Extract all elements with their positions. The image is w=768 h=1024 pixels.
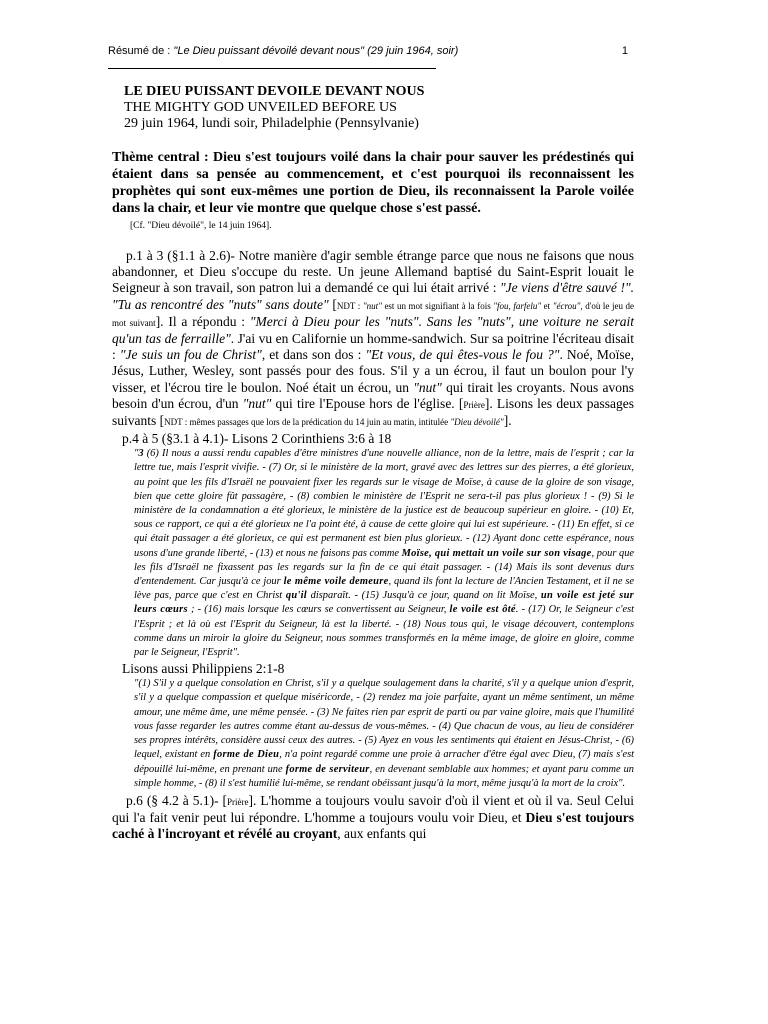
philippiens-heading: Lisons aussi Philippiens 2:1-8 [122, 661, 285, 677]
running-header [108, 45, 628, 57]
sermon-title: LE DIEU PUISSANT DEVOILE DEVANT NOUS [124, 84, 425, 99]
central-theme: Thème central : Dieu s'est toujours voilé dans la chair pour sauver les prédestinés qui étaient dans sa pensée au commencement, et c'est pourquoi ils reconnaissent les prophètes qui sont eux-mêmes une portion de Dieu, ils reconnaissent la Parole voilée dans la chair, et leur vie montre que quelque chose s'est passé. [112, 150, 634, 216]
scripture-quote-2-corinthians: "3 (6) Il nous a aussi rendu capables d'être ministres d'une nouvelle alliance, non de la lettre, mais de l'esprit ; car la lettre tue, mais l'esprit vivifie. - (7) Or, si le ministère de la mort, gravé avec des lettres sur des pierres, a été glorieux, au point que les fils d'Israël ne pouvaient fixer les regards sur le visage de Moïse, à cause de la gloire de son visage, bien que cette gloire fût passagère, - (8) combien le ministère de l'Esprit ne sera-t-il pas plus glorieux ! - (9) Si le ministère de la condamnation a été glorieux, le ministère de la justice est de beaucoup supérieur en gloire. - (10) Et, sous ce rapport, ce qui a été glorieux ne l'a point été, à cause de cette gloire qui lui est supérieure. - (11) En effet, si ce qui était passager a été glorieux, ce qui est permanent est bien plus glorieux. - (12) Ayant donc cette espérance, nous usons d'une grande liberté, - (13) et nous ne faisons pas comme Moïse, qui mettait un voile sur son visage, pour que les fils d'Israël ne fixassent pas les regards sur la fin de ce qui était passager. - (14) Mais ils sont devenus durs d'entendement. Car jusqu'à ce jour le même voile demeure, quand ils font la lecture de l'Ancien Testament, et il ne se lève pas, parce que c'est en Christ qu'il disparaît. - (15) Jusqu'à ce jour, quand on lit Moïse, un voile est jeté sur leurs cœurs ; - (16) mais lorsque les cœurs se convertissent au Seigneur, le voile est ôté. - (17) Or, le Seigneur c'est l'Esprit ; et là où est l'Esprit du Seigneur, là est la liberté. - (18) Nous tous qui, le visage découvert, contemplons comme dans un miroir la gloire du Seigneur, nous sommes transformés en la même image, de gloire en gloire, comme par le Seigneur, l'Esprit". [134, 448, 634, 659]
header-title: "Le Dieu puissant dévoilé devant nous" (29 juin 1964, soir) [173, 45, 459, 57]
page-number: 1 [621, 45, 628, 57]
header-rule [108, 68, 436, 69]
sermon-title-english: THE MIGHTY GOD UNVEILED BEFORE US [124, 100, 397, 115]
cross-reference: [Cf. "Dieu dévoilé", le 14 juin 1964]. [130, 221, 272, 231]
paragraph-p4-heading: p.4 à 5 (§3.1 à 4.1)- Lisons 2 Corinthiens 3:6 à 18 [122, 431, 392, 447]
paragraph-p1: p.1 à 3 (§1.1 à 2.6)- Notre manière d'agir semble étrange parce que nous ne faisons que nous abandonner, et Dieu s'occupe du reste. Un jeune Allemand baptisé du Saint-Esprit louait le Seigneur à son travail, son patron lui a demandé ce qui lui était arrivé : "Je viens d'être sauvé !". "Tu as rencontré des "nuts" sans doute" [NDT : "nut" est un mot signifiant à la fois "fou, farfelu" et "écrou", d'où le jeu de mot suivant]. Il a répondu : "Merci à Dieu pour les "nuts". Sans les "nuts", une voiture ne serait qu'un tas de ferraille". J'ai vu en Californie un homme-sandwich. Sur sa poitrine l'écriteau disait : "Je suis un fou de Christ", et dans son dos : "Et vous, de qui êtes-vous le fou ?". Noé, Moïse, Jésus, Luther, Wesley, sont passés pour des fous. S'il y a un écrou, il faut un boulon pour l'y visser, et l'écrou tire le boulon. Noé était un écrou, un "nut" qui tirait les croyants. Nous avons besoin d'un écrou, d'un "nut" qui tire l'Epouse hors de l'église. [Prière]. Lisons les deux passages suivants [NDT : mêmes passages que lors de la prédication du 14 juin au matin, intitulée "Dieu dévoilé"]. [112, 248, 635, 429]
paragraph-p6: p.6 (§ 4.2 à 5.1)- [Prière]. L'homme a toujours voulu savoir d'où il vient et où il va. Seul Celui qui l'a fait venir peut lui répondre. L'homme a toujours voulu voir Dieu, et Dieu s'est toujours caché à l'incroyant et révélé au croyant, aux enfants qui [112, 792, 634, 842]
sermon-date: 29 juin 1964, lundi soir, Philadelphie (Pennsylvanie) [124, 116, 419, 131]
scripture-quote-philippiens: "(1) S'il y a quelque consolation en Christ, s'il y a quelque soulagement dans la charité, s'il y a quelque union d'esprit, s'il y a quelque compassion et quelque miséricorde, - (2) rendez ma joie parfaite, ayant un même sentiment, un même amour, une même âme, une même pensée. - (3) Ne faites rien par esprit de parti ou par vaine gloire, mais que l'humilité vous fasse regarder les autres comme étant au-dessus de vous-mêmes. - (4) Que chacun de vous, au lieu de considérer ses propres intérêts, considère aussi ceux des autres. - (5) Ayez en vous les sentiments qui étaient en Jésus-Christ, - (6) lequel, existant en forme de Dieu, n'a point regardé comme une proie à arracher d'être égal avec Dieu, (7) mais s'est dépouillé lui-même, en prenant une forme de serviteur, en devenant semblable aux hommes; et ayant paru comme un simple homme, - (8) il s'est humilié lui-même, se rendant obéissant jusqu'à la mort, même jusqu'à la mort de la croix". [134, 678, 635, 789]
document-body [112, 83, 634, 843]
header-prefix: Résumé de : [108, 45, 174, 57]
